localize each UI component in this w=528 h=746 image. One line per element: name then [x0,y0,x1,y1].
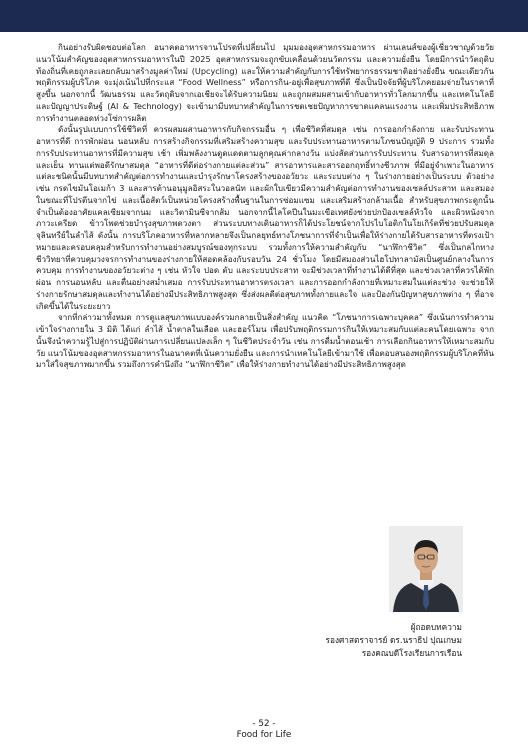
article-body [36,42,494,371]
author-photo [389,526,463,612]
author-portrait-icon [389,526,463,612]
author-credit [326,621,462,660]
paragraph-2: ดังนั้นรูปแบบการใช้ชีวิตที่ ควรผสมผสานอาหารกับกิจกรรมอื่น ๆ เพื่อชีวิตที่สมดุล เช่น การออกกำลังกาย และรับประทานอาหารที่ดี การพักผ่อน นอนหลับ การสร้างกิจกรรมที่เสริมสร้างความสุข และรับประทานอาหารตามโภชนบัญญัติ 9 ประการ รวมทั้งการรับประทานอาหารที่มีความสุข เช้า เพิ่มพลังงานดูดแดดตามลูกคุณค่ากลางวัน แบ่งสัดส่วนการรับประทาน รับสารอาหารที่สมดุล และเย็น ทานแต่พอดีรักษาสมดุล “อาหารที่ดีต่อร่างกายแต่ละส่วน” สารอาหารและสารออกฤทธิ์ทางชีวภาพ ที่มีอยู่จำเพาะในอาหารแต่ละชนิดนั้นมีบทบาทสำคัญต่อการทำงานและบำรุงรักษาโครงสร้างของอวัยวะ และระบบต่าง ๆ ในร่างกายอย่างเป็นระบบ ตัวอย่างเช่น กรดไขมันโอเมก้า 3 และสารต้านอนุมูลอิสระในวอลนัท และผักใบเขียวมีความสำคัญต่อการทำงานของเซลล์ประสาท และสมอง ในขณะที่โปรตีนจากไข่ และเนื้อสัตว์เป็นหน่วยโครงสร้างพื้นฐานในการซ่อมแซม และเสริมสร้างกล้ามเนื้อ สำหรับสุขภาพกระดูกนั้นจำเป็นต้องอาศัยแคลเซียมจากนม และวิตามินซีจากส้ม นอกจากนี้ไลโคปีนในมะเขือเทศยังช่วยปกป้องเซลล์หัวใจ และผิวหนังจากภาวะเครียด ข้าวโพดช่วยบำรุงสุขภาพดวงตา ส่วนระบบทางเดินอาหารก็ได้ประโยชน์จากโปรไบโอติกในโยเกิร์ตที่ช่วยปรับสมดุลจุลินทรีย์ในลำไส้ ดังนั้น การบริโภคอาหารที่หลากหลายจึงเป็นกลยุทธ์ทางโภชนาการที่จำเป็นเพื่อให้ร่างกายได้รับสารอาหารที่ตรงเป้าหมายและครอบคลุมสำหรับการทำงานอย่างสมบูรณ์ของทุกระบบ รวมทั้งการให้ความสำคัญกับ “นาฬิกาชีวิต” ซึ่งเป็นกลไกทางชีววิทยาที่ควบคุมวงจรการทำงานของร่างกายให้สอดคล้องกับรอบวัน 24 ชั่วโมง โดยมีสมองส่วนไฮโปทาลามัสเป็นศูนย์กลางในการควบคุม การทำงานของอวัยวะต่าง ๆ เช่น หัวใจ ปอด ตับ และระบบประสาท จะมีช่วงเวลาที่ทำงานได้ดีที่สุด และช่วงเวลาที่ควรได้พักผ่อน การนอนหลับ และตื่นอย่างสม่ำเสมอ การรับประทานอาหารตรงเวลา และการออกกำลังกายที่เหมาะสมในแต่ละช่วง จะช่วยให้ร่างกายรักษาสมดุลและทำงานได้อย่างมีประสิทธิภาพสูงสุด ซึ่งส่งผลดีต่อสุขภาพทั้งกายและใจ และป้องกันปัญหาสุขภาพต่าง ๆ ที่อาจเกิดขึ้นได้ในระยะยาว [36,124,494,311]
publication-title: Food for Life [236,730,292,740]
header-band [0,0,528,32]
paragraph-1: กินอย่างรับผิดชอบต่อโลก อนาคตอาหารจานโปรดที่เปลี่ยนไป มุมมองอุตสาหกรรมอาหาร ผ่านเลนส์ของผู้เชี่ยวชาญด้วยวัย แนวโน้มสำคัญของอุตสาหกรรมอาหารในปี 2025 อุตสาหกรรมจะถูกขับเคลื่อนด้วยนวัตกรรม และความยั่งยืน โดยมีการนำวัตถุดิบท้องถิ่นที่เคยถูกละเลยกลับมาสร้างมูลค่าใหม่ (Upcycling) และให้ความสำคัญกับการใช้ทรัพยากรธรรมชาติอย่างยั่งยืน ขณะเดียวกัน พฤติกรรมผู้บริโภค จะมุ่งเน้นไปที่กระแส “Food Wellness” หรือการกิน-อยู่เพื่อสุขภาพที่ดี ซึ่งเป็นปัจจัยที่ผู้บริโภคยอมจ่ายในราคาที่สูงขึ้น นอกจากนี้ วัฒนธรรม และวัตถุดิบจากเอเชียจะได้รับความนิยม และถูกผสมผสานเข้ากับอาหารทั่วโลกมากขึ้น และเทคโนโลยีและปัญญาประดิษฐ์ (AI & Technology) จะเข้ามามีบทบาทสำคัญในการชดเชยปัญหาการขาดแคลนแรงงาน และเพิ่มประสิทธิภาพการทำงานตลอดห่วงโซ่การผลิต [36,42,494,123]
page-number: - 52 - [252,719,276,729]
author-position: รองคณบดีโรงเรียนการเรือน [361,648,462,658]
paragraph-3: จากที่กล่าวมาทั้งหมด การดูแลสุขภาพแบบองค์รวมกลายเป็นสิ่งสำคัญ แนวคิด “โภชนาการเฉพาะบุคคล” ซึ่งเน้นการทำความเข้าใจร่างกายใน 3 มิติ ได้แก่ ลำไส้ น้ำตาลในเลือด และฮอร์โมน เพื่อปรับพฤติกรรมการกินให้เหมาะสมกับแต่ละคนโดยเฉพาะ จากนั้นจึงนำความรู้ไปสู่การปฏิบัติผ่านการเปลี่ยนแปลงเล็ก ๆ ในชีวิตประจำวัน เช่น การดื่มน้ำตอนเช้า การเลือกกินอาหารให้เหมาะสมกับวัย แนวโน้มของอุตสาหกรรมอาหารในอนาคตที่เน้นความยั่งยืน และการนำเทคโนโลยีเข้ามาใช้ เพื่อตอบสนองพฤติกรรมผู้บริโภคที่หันมาใส่ใจสุขภาพมากขึ้น รวมถึงการคำนึงถึง “นาฬิกาชีวิต” เพื่อให้ร่างกายทำงานได้อย่างมีประสิทธิภาพสูงสุด [36,312,494,370]
author-role: ผู้ถอดบทความ [410,622,462,632]
author-name: รองศาสตราจารย์ ดร.นราธิป ปุณเกษม [325,635,462,645]
